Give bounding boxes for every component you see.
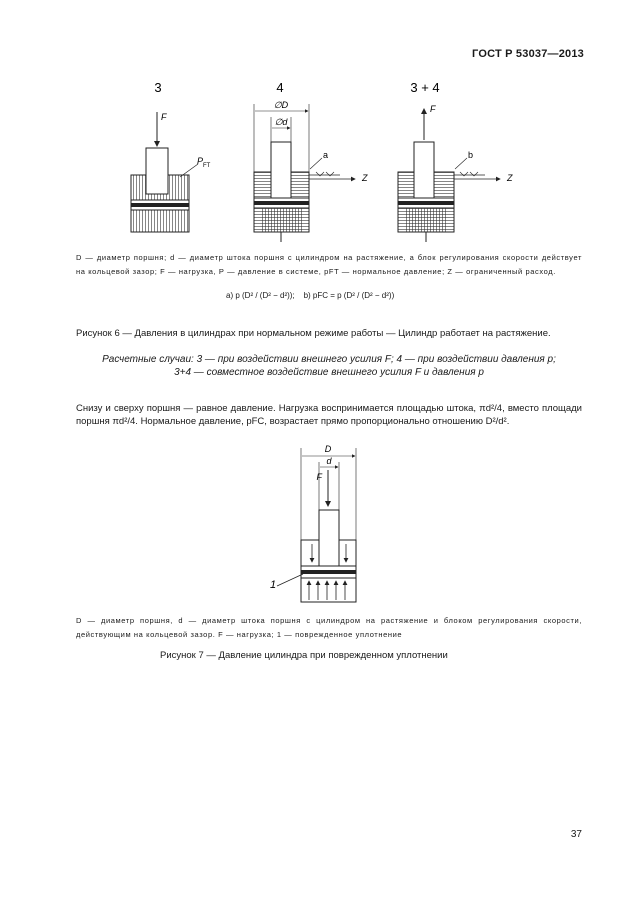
panel-4-annotation-a: a bbox=[323, 150, 329, 160]
figure-7-inner-diameter: d bbox=[326, 456, 332, 466]
figure-6-caption: Рисунок 6 — Давления в цилиндрах при нормальном режиме работы — Цилиндр работает на растяжение. bbox=[76, 328, 551, 339]
panel-3-force-label: F bbox=[161, 112, 167, 122]
figure-6-cases bbox=[76, 353, 582, 379]
panel-4-flow-label: Z bbox=[362, 173, 368, 183]
panel-4-label: 4 bbox=[276, 80, 284, 95]
figure-7-legend: D — диаметр поршня, d — диаметр штока поршня с цилиндром на растяжение и блоком регулирования скорости, действующим на кольцевой зазор. F — нагрузка; 1 — поврежденное уплотнение bbox=[76, 616, 582, 639]
panel-3-4-force-label: F bbox=[430, 104, 436, 114]
panel-3-4-flow-label: Z bbox=[507, 173, 513, 183]
panel-3-4-label: 3 + 4 bbox=[410, 80, 440, 95]
page-number: 37 bbox=[570, 829, 582, 840]
figure-7-seal-marker: 1 bbox=[270, 579, 277, 591]
figure-6-diagram bbox=[0, 72, 630, 247]
figure-6-formulas bbox=[226, 291, 394, 300]
formula-b: b) pFC = p (D² / (D² − d²)) bbox=[303, 291, 395, 300]
cases-line-1: Расчетные случаи: 3 — при воздействии внешнего усилия F; 4 — при воздействии давления p; bbox=[102, 354, 556, 365]
panel-3-4-annotation-b: b bbox=[468, 150, 474, 160]
figure-7-caption: Рисунок 7 — Давление цилиндра при поврежденном уплотнении bbox=[160, 650, 448, 661]
panel-3-label: 3 bbox=[154, 80, 162, 95]
figure-7-diagram bbox=[0, 440, 630, 610]
body-paragraph: Снизу и сверху поршня — равное давление. Нагрузка воспринимается площадью штока, πd²/4, вместо площади поршня πd²/4. Нормальное давление, pFC, возрастает прямо пропорционально отношению D²/d². bbox=[76, 403, 582, 427]
document-header: ГОСТ Р 53037—2013 bbox=[472, 48, 584, 60]
panel-4-outer-diameter: ∅D bbox=[273, 100, 289, 110]
panel-4-inner-diameter: ∅d bbox=[274, 117, 288, 127]
panel-3-pressure-label: $P_{FT}$ bbox=[197, 156, 211, 169]
figure-7-outer-diameter: D bbox=[324, 444, 332, 454]
cases-line-2: 3+4 — совместное воздействие внешнего усилия F и давления p bbox=[174, 367, 484, 378]
formula-a: a) p (D² / (D² − d²)); bbox=[226, 291, 295, 300]
figure-6-legend: D — диаметр поршня; d — диаметр штока поршня с цилиндром на растяжение, а блок регулирования скорости действует на кольцевой зазор; F — нагрузка, P — давление в системе, pFT — нормальное давление; Z — ограниченный расход. bbox=[76, 253, 582, 276]
figure-7-force-label: F bbox=[316, 472, 322, 482]
